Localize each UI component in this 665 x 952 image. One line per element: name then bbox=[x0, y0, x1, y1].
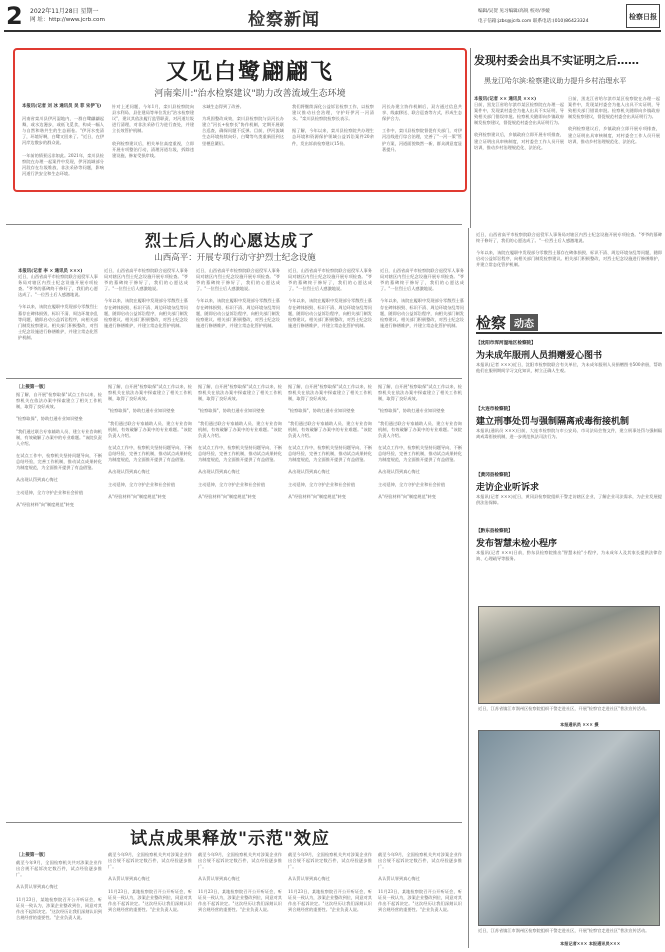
sidebar-item-1-headline: 为未成年服刑人员捐赠爱心图书 bbox=[476, 351, 603, 361]
sidebar-photo-top bbox=[478, 606, 660, 704]
main-col-3: 水域生态得到了改善。 为巩固整改成效，栾川县检察院与县河长办建立"河长+检察长"协作机制，定期开展联合巡查，确保问题不反弹。目前，伊河流域生态环境持续向好，白鹭等鸟类重新回到这里栖息繁衍。 bbox=[202, 104, 284, 146]
sidebar-brand bbox=[476, 312, 662, 334]
paper-name-logo: 检察日报 bbox=[626, 4, 660, 28]
sidebar-item-1-body: 本报讯(记者 ×××)近日，沈阳市检察院联合有关单位，为未成年服刑人员捐赠图书500余册，帮助他们在服刑期间学习文化知识，树立正确人生观。 bbox=[476, 362, 662, 374]
trial-col-5: 据了解，自开展"检察取保"试点工作以来，检察机关在依法办案中探索建立了相关工作机制，取得了良好成效。 "检察取保"，协助打通专业知识壁垒 "我们通过联合专家辅助人员、建立专业咨询机制，有效破解了办案中的专业难题。"该院负责人介绍。 在试点工作中，检察机关坚持问题导向，不断总结经验，完善工作机制，推动试点成果转化为制度规范，为全面推开提供了有益借鉴。 从出现认罚到真心悔过 主动延伸，全力守护企业和社会价值 从"经验材料"向"制度规范"转变 bbox=[378, 384, 462, 499]
sidebar-item-2-headline: 建立刑事处罚与强制隔离戒毒衔接机制 bbox=[476, 417, 630, 427]
sidebar-item-4-headline: 发布智慧未检小程序 bbox=[476, 539, 558, 549]
sidebar-photo-bottom bbox=[478, 730, 660, 926]
main-byline: 本报讯(记者 刘 冰 通讯员 吴 菲 宋伊飞) bbox=[22, 104, 102, 109]
header-editor-line: 编辑/吴贺 见习编辑/高锐 校对/李媛 bbox=[478, 9, 550, 14]
sidebar-photo-bottom-caption: 近日，江苏省镇江市润州区检察院组织干警走进社区，开展"检察官走进社区"普法宣传活动。 bbox=[478, 928, 650, 933]
trial-bottom-col-3: 截至今年9月，全国检察机关共对涉案企业作出合规不起诉决定数百件，试点经验逐步推广。 从认罚认罪到真心悔过 11月23日，某地检察院召开公开听证会，听证员一致认为，涉案企业整改到位，同意对其作出不起诉决定。"这次经历让我们深刻认识到合规经营的重要性。"企业负责人说。 bbox=[198, 852, 282, 912]
trial-continued-label: 〔上接第一版〕 bbox=[16, 385, 49, 390]
martyr-col-3: 近日，山西省高平市检察院联合退役军人事务局对辖区内烈士纪念设施开展专项检查。"爷爷的墓碑终于修好了，我们的心愿达成了。"一位烈士后人感激地说。 今年以来，该院在履职中发现部分零散烈士墓存在碑体损毁、标识不清、周边环境杂乱等问题，随即启动公益诉讼程序，向相关部门制发检察建议。相关部门积极整改，对烈士纪念设施进行修缮维护，并建立常态化管护机制。 bbox=[196, 268, 280, 328]
trial-top-rule bbox=[6, 822, 462, 823]
martyr-byline: 本报讯(记者 李 × 通讯员 ×××) bbox=[18, 269, 83, 274]
martyr-col-1: 近日，山西省高平市检察院联合退役军人事务局对辖区内烈士纪念设施开展专项检查。"爷爷的墓碑终于修好了，我们的心愿达成了。"一位烈士后人感激地说。 今年以来，该院在履职中发现部分零散烈士墓存在碑体损毁、标识不清、周边环境杂乱等问题，随即启动公益诉讼程序，向相关部门制发检察建议。相关部门积极整改，对烈士纪念设施进行修缮维护，并建立常态化管护机制。 bbox=[18, 274, 98, 340]
sidebar-item-4-body: 本报讯(记者 ×××)日前，黔东县检察院推出"智慧未检"小程序，为未成年人及其家长提供法律咨询、心理疏导等服务。 bbox=[476, 550, 662, 562]
sidebar-photo-top-credit: 本报通讯员 ××× 摄 bbox=[560, 722, 599, 727]
martyr-top-rule bbox=[6, 224, 462, 225]
main-col-2: 针对上述问题，今年1月，栾川县检察院向县水利局、县住建局等单位发出"治水检察建议"，建议其依法履行监管职责，对河道垃圾进行清理，对非法采砂行为进行查处，并建立长效管护机制。 收到检察建议后，相关单位高度重视，立即开展专项整治行动，清理河道垃圾，拆除违建设施，修复受损岸线。 bbox=[112, 104, 194, 158]
trial-col-3: 据了解，自开展"检察取保"试点工作以来，检察机关在依法办案中探索建立了相关工作机制，取得了良好成效。 "检察取保"，协助打通专业知识壁垒 "我们通过联合专家辅助人员、建立专业咨询机制，有效破解了办案中的专业难题。"该院负责人介绍。 在试点工作中，检察机关坚持问题导向，不断总结经验，完善工作机制，推动试点成果转化为制度规范，为全面推开提供了有益借鉴。 从出现认罚到真心悔过 主动延伸，全力守护企业和社会价值 从"经验材料"向"制度规范"转变 bbox=[198, 384, 282, 499]
trial-bottom-col-1: 截至今年9月，全国检察机关共对涉案企业作出合规不起诉决定数百件，试点经验逐步推广。 从认罚认罪到真心悔过 11月23日，某地检察院召开公开听证会，听证员一致认为，涉案企业整改到位，同意对其作出不起诉决定。"这次经历让我们深刻认识到合规经营的重要性。"企业负责人说。 bbox=[16, 860, 102, 920]
martyr-col-4: 近日，山西省高平市检察院联合退役军人事务局对辖区内烈士纪念设施开展专项检查。"爷爷的墓碑终于修好了，我们的心愿达成了。"一位烈士后人感激地说。 今年以来，该院在履职中发现部分零散烈士墓存在碑体损毁、标识不清、周边环境杂乱等问题，随即启动公益诉讼程序，向相关部门制发检察建议。相关部门积极整改，对烈士纪念设施进行修缮维护，并建立常态化管护机制。 bbox=[288, 268, 372, 328]
sidebar-intro-text: 近日，山西省高平市检察院联合退役军人事务局对辖区内烈士纪念设施开展专项检查。"爷爷的墓碑终于修好了，我们的心愿达成了。"一位烈士后人感激地说。 今年以来，该院在履职中发现部分零散烈士墓存在碑体损毁、标识不清、周边环境杂乱等问题，随即启动公益诉讼程序，向相关部门制发检察建议。相关部门积极整改，对烈士纪念设施进行修缮维护，并建立常态化管护机制。 bbox=[476, 232, 662, 268]
main-col-5: 河长办建立协作机制后，双方通过信息共享、线索移送、联合巡查等方式，形成生态保护合力。 工作中，栾川县检察院督促有关部门，对伊河沿线进行综合治理，完善了"一河一策"管护方案，河道面貌焕然一新，群众满意度显著提升。 bbox=[382, 104, 462, 152]
trial-col-4: 据了解，自开展"检察取保"试点工作以来，检察机关在依法办案中探索建立了相关工作机制，取得了良好成效。 "检察取保"，协助打通专业知识壁垒 "我们通过联合专家辅助人员、建立专业咨询机制，有效破解了办案中的专业难题。"该院负责人介绍。 在试点工作中，检察机关坚持问题导向，不断总结经验，完善工作机制，推动试点成果转化为制度规范，为全面推开提供了有益借鉴。 从出现认罚到真心悔过 主动延伸，全力守护企业和社会价值 从"经验材料"向"制度规范"转变 bbox=[288, 384, 372, 499]
right-byline: 本报讯(记者 ×× 通讯员 ×××) bbox=[474, 97, 537, 102]
trial-bottom-label: 〔上接第一版〕 bbox=[16, 853, 49, 858]
header-email-line: 电子信箱:jzbs@jcrb.com 联系电话:(010)86423324 bbox=[478, 19, 589, 24]
right-subheadline: 黑龙江哈尔滨:检察建议助力提升乡村治理水平 bbox=[484, 77, 627, 85]
sidebar-item-4-tag: 【黔东县检察院】 bbox=[476, 529, 513, 534]
sidebar-brand-label: 检察 bbox=[476, 313, 507, 332]
header-rule bbox=[4, 30, 661, 32]
trial-col-2: 据了解，自开展"检察取保"试点工作以来，检察机关在依法办案中探索建立了相关工作机制，取得了良好成效。 "检察取保"，协助打通专业知识壁垒 "我们通过联合专家辅助人员、建立专业咨询机制，有效破解了办案中的专业难题。"该院负责人介绍。 在试点工作中，检察机关坚持问题导向，不断总结经验，完善工作机制，推动试点成果转化为制度规范，为全面推开提供了有益借鉴。 从出现认罚到真心悔过 主动延伸，全力守护企业和社会价值 从"经验材料"向"制度规范"转变 bbox=[108, 384, 192, 499]
sidebar-item-2-tag: 【大连市检察院】 bbox=[476, 407, 513, 412]
main-col-4: 我们将继续深化公益诉讼检察工作，以检察建议推动社会治理，守护好伊河一河清水。"栾川县检察院检察长表示。 据了解，今年以来，栾川县检察院共办理生态环境和资源保护领域公益诉讼案件20余件，发出诉前检察建议15份。 bbox=[292, 104, 374, 146]
header-date: 2022年11月28日 星期一 bbox=[30, 8, 99, 15]
sidebar-item-3-body: 本报讯(记者 ×××)近日，黄冈县检察院组织干警走访辖区企业，了解企业司法需求，为企业发展提供法治保障。 bbox=[476, 494, 662, 506]
sidebar-photo-top-caption: 近日，江苏省镇江市润州区检察院组织干警走进社区，开展"检察官走进社区"普法宣传活动。 bbox=[478, 706, 650, 711]
sidebar-divider bbox=[468, 228, 469, 948]
trial-bottom-col-5: 截至今年9月，全国检察机关共对涉案企业作出合规不起诉决定数百件，试点经验逐步推广。 从认罚认罪到真心悔过 11月23日，某地检察院召开公开听证会，听证员一致认为，涉案企业整改到位，同意对其作出不起诉决定。"这次经历让我们深刻认识到合规经营的重要性。"企业负责人说。 bbox=[378, 852, 462, 912]
sidebar-item-1-tag: 【沈阳市浑河湿地区检察院】 bbox=[476, 341, 536, 346]
right-body-right: 日前，黑龙江省哈尔滨市某区检察院在办理一起案件中，发现某村委会为他人出具不实证明，导致相关部门错误审批。检察机关随即向乡镇政府制发检察建议，督促规范村委会出具证明行为。 收到检察建议后，乡镇政府立即开展专项排查，建立证明出具审核制度，对村委会工作人员开展培训，推动乡村治理规范化、法治化。 bbox=[568, 96, 660, 144]
right-divider bbox=[470, 48, 471, 228]
trial-bottom-col-4: 截至今年9月，全国检察机关共对涉案企业作出合规不起诉决定数百件，试点经验逐步推广。 从认罚认罪到真心悔过 11月23日，某地检察院召开公开听证会，听证员一致认为，涉案企业整改到位，同意对其作出不起诉决定。"这次经历让我们深刻认识到合规经营的重要性。"企业负责人说。 bbox=[288, 852, 372, 912]
main-headline: 又见白鹭翩翩飞 bbox=[165, 60, 334, 85]
martyr-col-5: 近日，山西省高平市检察院联合退役军人事务局对辖区内烈士纪念设施开展专项检查。"爷爷的墓碑终于修好了，我们的心愿达成了。"一位烈士后人感激地说。 今年以来，该院在履职中发现部分零散烈士墓存在碑体损毁、标识不清、周边环境杂乱等问题，随即启动公益诉讼程序，向相关部门制发检察建议。相关部门积极整改，对烈士纪念设施进行修缮维护，并建立常态化管护机制。 bbox=[380, 268, 464, 328]
page-number: 2 bbox=[6, 2, 23, 30]
sidebar-brand-tag: 动态 bbox=[510, 314, 538, 331]
right-headline: 发现村委会出具不实证明之后…… bbox=[474, 54, 639, 67]
martyr-col-2: 近日，山西省高平市检察院联合退役军人事务局对辖区内烈士纪念设施开展专项检查。"爷爷的墓碑终于修好了，我们的心愿达成了。"一位烈士后人感激地说。 今年以来，该院在履职中发现部分零散烈士墓存在碑体损毁、标识不清、周边环境杂乱等问题，随即启动公益诉讼程序，向相关部门制发检察建议。相关部门积极整改，对烈士纪念设施进行修缮维护，并建立常态化管护机制。 bbox=[104, 268, 188, 328]
trial-bottom-col-2: 截至今年9月，全国检察机关共对涉案企业作出合规不起诉决定数百件，试点经验逐步推广。 从认罚认罪到真心悔过 11月23日，某地检察院召开公开听证会，听证员一致认为，涉案企业整改到位，同意对其作出不起诉决定。"这次经历让我们深刻认识到合规经营的重要性。"企业负责人说。 bbox=[108, 852, 192, 912]
martyr-bottom-rule bbox=[6, 378, 462, 379]
sidebar-bottom-credit: 本报记者××× 本报通讯员××× bbox=[560, 941, 621, 946]
main-col-1: 河南省栾川县伊河湿地内，一群白鹭翩翩起舞，或水边漫步，或低飞觅食，构成一幅人与自然和谐共生的生态画卷。"伊河水变清了，环境好啊，白鹭又回来了。"近日，在伊河岸边散步的群众说。 一年前的情景远非如此。2021年，栾川县检察院在办理一起案件中发现，伊河流域部分河段存在垃圾堆放、非法采砂等问题，影响河道行洪安全和生态环境。 bbox=[22, 116, 104, 176]
sidebar-item-3-tag: 【黄冈县检察院】 bbox=[476, 473, 513, 478]
main-subheadline: 河南栾川:"治水检察建议"助力改善流域生态环境 bbox=[154, 89, 346, 99]
martyr-headline: 烈士后人的心愿达成了 bbox=[144, 231, 315, 250]
martyr-subheadline: 山西高平：开展专项行动守护烈士纪念设施 bbox=[154, 253, 316, 263]
section-title: 检察新闻 bbox=[248, 10, 320, 30]
trial-headline: 试点成果释放"示范"效应 bbox=[130, 829, 330, 849]
sidebar-item-3-headline: 走访企业听诉求 bbox=[476, 483, 540, 493]
right-body-left: 日前，黑龙江省哈尔滨市某区检察院在办理一起案件中，发现某村委会为他人出具不实证明，导致相关部门错误审批。检察机关随即向乡镇政府制发检察建议，督促规范村委会出具证明行为。 收到检察建议后，乡镇政府立即开展专项排查，建立证明出具审核制度，对村委会工作人员开展培训，推动乡村治理规范化、法治化。 bbox=[474, 102, 564, 150]
trial-col-1: 据了解，自开展"检察取保"试点工作以来，检察机关在依法办案中探索建立了相关工作机制，取得了良好成效。 "检察取保"，协助打通专业知识壁垒 "我们通过联合专家辅助人员、建立专业咨询机制，有效破解了办案中的专业难题。"该院负责人介绍。 在试点工作中，检察机关坚持问题导向，不断总结经验，完善工作机制，推动试点成果转化为制度规范，为全面推开提供了有益借鉴。 从出现认罚到真心悔过 主动延伸，全力守护企业和社会价值 从"经验材料"向"制度规范"转变 bbox=[16, 392, 102, 507]
header-website[interactable]: 网 址：http://www.jcrb.com bbox=[30, 17, 105, 23]
sidebar-item-2-body: 本报讯(通讯员 ×××)日前，大连市检察院与市公安局、市司法局会签文件，建立刑事处罚与强制隔离戒毒衔接机制，进一步规范执法司法行为。 bbox=[476, 428, 662, 440]
